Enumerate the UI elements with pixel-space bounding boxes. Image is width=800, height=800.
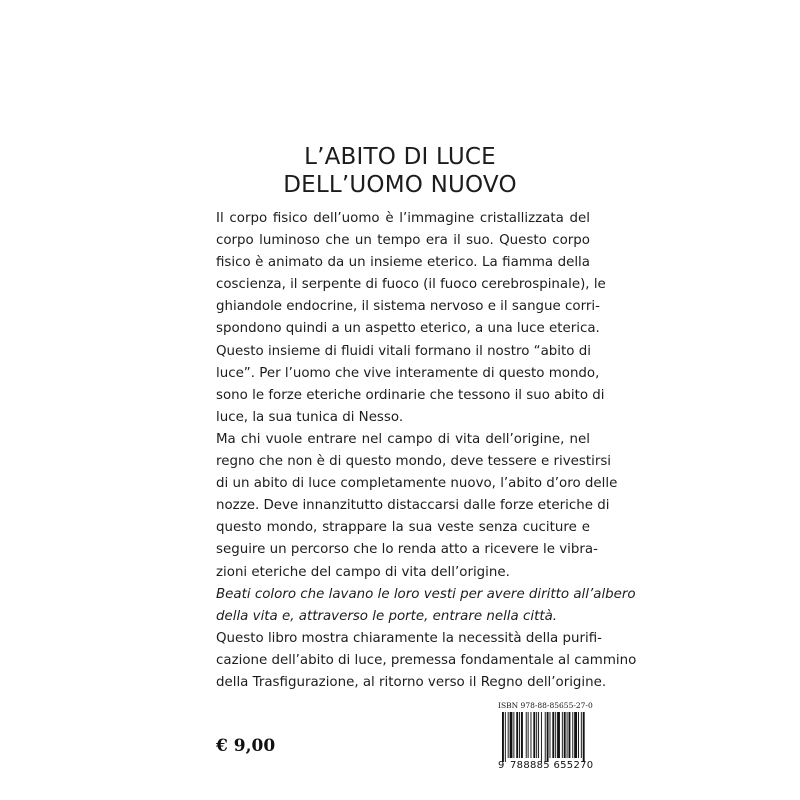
blurb-line: Questo libro mostra chiaramente la necessità della purifi- — [216, 630, 602, 646]
book-title — [180, 143, 620, 199]
blurb-line: della vita e, attraverso le porte, entrare nella città. — [216, 608, 558, 624]
title-line-1: L’ABITO DI LUCE — [304, 144, 496, 170]
blurb-line: corpo luminoso che un tempo era il suo. Questo corpo — [216, 233, 590, 249]
blurb-line: zioni eteriche del campo di vita dell’origine. — [216, 564, 510, 580]
price: € 9,00 — [216, 736, 276, 756]
barcode — [498, 701, 594, 777]
title-line-2: DELL’UOMO NUOVO — [283, 172, 517, 198]
blurb-line: fisico è animato da un insieme eterico. La fiamma della — [216, 255, 590, 271]
blurb-line: ghiandole endocrine, il sistema nervoso e il sangue corri- — [216, 299, 600, 315]
blurb-line: sono le forze eteriche ordinarie che tessono il suo abito di — [216, 387, 605, 403]
blurb-line: questo mondo, strappare la sua veste senza cuciture e — [216, 520, 590, 536]
blurb-line: della Trasfigurazione, al ritorno verso il Regno dell’origine. — [216, 674, 607, 690]
blurb-line: di un abito di luce completamente nuovo, l’abito d’oro delle — [216, 476, 618, 492]
blurb-line: luce, la sua tunica di Nesso. — [216, 409, 404, 425]
blurb-line: regno che non è di questo mondo, deve tessere e rivestirsi — [216, 454, 612, 470]
blurb-line: Questo insieme di fluidi vitali formano il nostro “abito di — [216, 343, 591, 359]
blurb-text — [216, 208, 637, 694]
blurb-line: luce”. Per l’uomo che vive interamente di questo mondo, — [216, 365, 600, 381]
blurb-line: Ma chi vuole entrare nel campo di vita dell’origine, nel — [216, 431, 590, 447]
barcode-bars — [502, 712, 586, 762]
blurb-line: coscienza, il serpente di fuoco (il fuoco cerebrospinale), le — [216, 277, 606, 293]
barcode-number-first: 9 — [498, 760, 505, 771]
blurb-line: Beati coloro che lavano le loro vesti per avere diritto all’albero — [216, 586, 636, 602]
blurb-line: nozze. Deve innanzitutto distaccarsi dalle forze eteriche di — [216, 498, 610, 514]
barcode-number-rest: 788885 655270 — [510, 760, 594, 771]
blurb-line: spondono quindi a un aspetto eterico, a una luce eterica. — [216, 321, 600, 337]
blurb-line: cazione dell’abito di luce, premessa fondamentale al cammino — [216, 652, 637, 668]
blurb-line: Il corpo fisico dell’uomo è l’immagine cristallizzata del — [216, 211, 590, 226]
isbn-label: ISBN 978-88-85655-27-0 — [498, 701, 593, 710]
blurb-line: seguire un percorso che lo renda atto a ricevere le vibra- — [216, 542, 598, 558]
